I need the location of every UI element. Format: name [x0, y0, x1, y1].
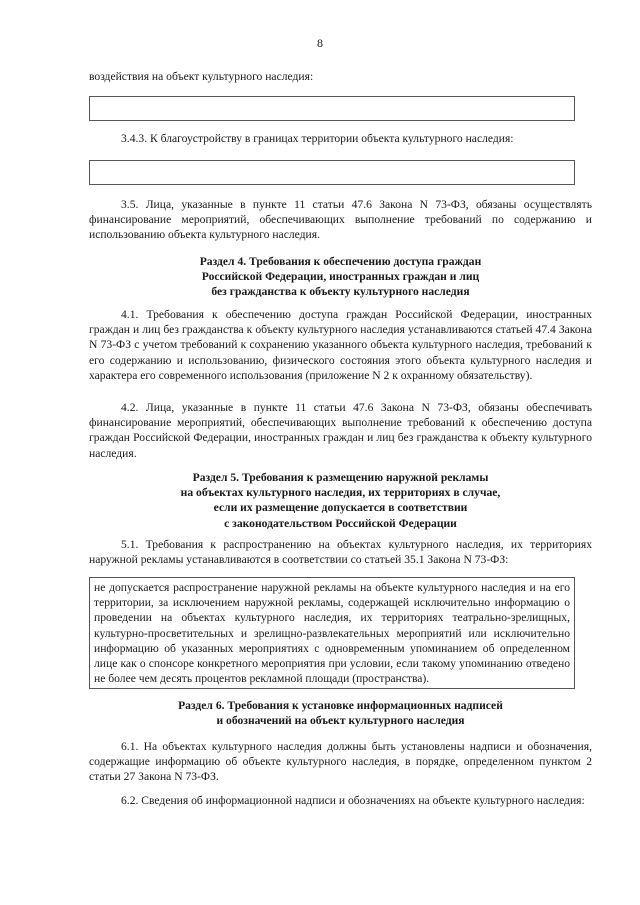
section-4-heading [89, 254, 592, 300]
section-5-heading-line-3: если их размещение допускается в соответствии [213, 501, 468, 515]
paragraph-6-2: 6.2. Сведения об информационной надписи и обозначениях на объекте культурного наследия: [121, 794, 585, 807]
section-6-heading [89, 698, 592, 728]
paragraph-6-1: 6.1. На объектах культурного наследия должны быть установлены надписи и обозначения, содержащие информацию об объекте культурного наследия, в порядке, определенном пунктом 2 статьи 27 Закона N 73-ФЗ. [89, 740, 592, 784]
paragraph-5-1: 5.1. Требования к распространению на объектах культурного наследия, их территориях наружной рекламы устанавливаются в соответствии со статьей 35.1 Закона N 73-ФЗ: [89, 538, 592, 567]
section-4-heading-line-3: без гражданства к объекту культурного наследия [211, 285, 470, 299]
paragraph-4-1: 4.1. Требования к обеспечению доступа граждан Российской Федерации, иностранных граждан и лиц без гражданства к объекту культурного наследия устанавливаются статьей 47.4 Закона N 73-ФЗ с учетом требований к сохранению указанного объекта культурного наследия, требований к его содержанию и использованию, физического состояния этого объекта культурного наследия и характера его современного использования (приложение N 2 к охранному обязательству). [89, 308, 592, 382]
section-4-heading-line-2: Российской Федерации, иностранных граждан и лиц [201, 270, 480, 284]
section-4-heading-line-1: Раздел 4. Требования к обеспечению доступа граждан [199, 255, 482, 268]
paragraph-3-4-3: 3.4.3. К благоустройству в границах территории объекта культурного наследия: [121, 132, 514, 145]
section-6-heading-line-2: и обозначений на объект культурного наследия [216, 714, 465, 728]
paragraph-4-2: 4.2. Лица, указанные в пункте 11 статьи 47.6 Закона N 73-ФЗ, обязаны обеспечивать финансирование мероприятий, обеспечивающих выполнение требований к обеспечению доступа граждан Российской Федерации, иностранных граждан и лиц без гражданства к объекту культурного наследия. [89, 401, 592, 460]
section-5-heading [89, 470, 592, 531]
section-5-heading-line-4: с законодательством Российской Федерации [224, 516, 457, 530]
section-6-heading-line-1: Раздел 6. Требования к установке информационных надписей [178, 699, 503, 712]
intro-line: воздействия на объект культурного наследия: [89, 70, 314, 83]
section-5-heading-line-1: Раздел 5. Требования к размещению наружной рекламы [192, 471, 489, 484]
section-5-heading-line-2: на объектах культурного наследия, их территориях в случае, [180, 486, 501, 500]
advertising-requirements-text: не допускается распространение наружной рекламы на объекте культурного наследия и на его территории, за исключением наружной рекламы, содержащей исключительно информацию о проведении на объектах культурного наследия, их территориях театрально-зрелищных, культурно-просветительных и зрелищно-развлекательных мероприятий или исключительно информацию об указанных мероприятиях с одновременным упоминанием об определенном лице как о спонсоре конкретного мероприятия при условии, если такому упоминанию отведено не более чем десять процентов рекламной площади (пространства). [94, 581, 570, 686]
page-number: 8 [317, 36, 323, 50]
paragraph-3-5: 3.5. Лица, указанные в пункте 11 статьи 47.6 Закона N 73-ФЗ, обязаны осуществлять финансирование мероприятий, обеспечивающих выполнение требований по содержанию и использованию объекта культурного наследия. [89, 198, 592, 242]
advertising-requirements-box [89, 577, 575, 689]
empty-field-box-1 [89, 96, 575, 121]
empty-field-box-2 [89, 160, 575, 185]
